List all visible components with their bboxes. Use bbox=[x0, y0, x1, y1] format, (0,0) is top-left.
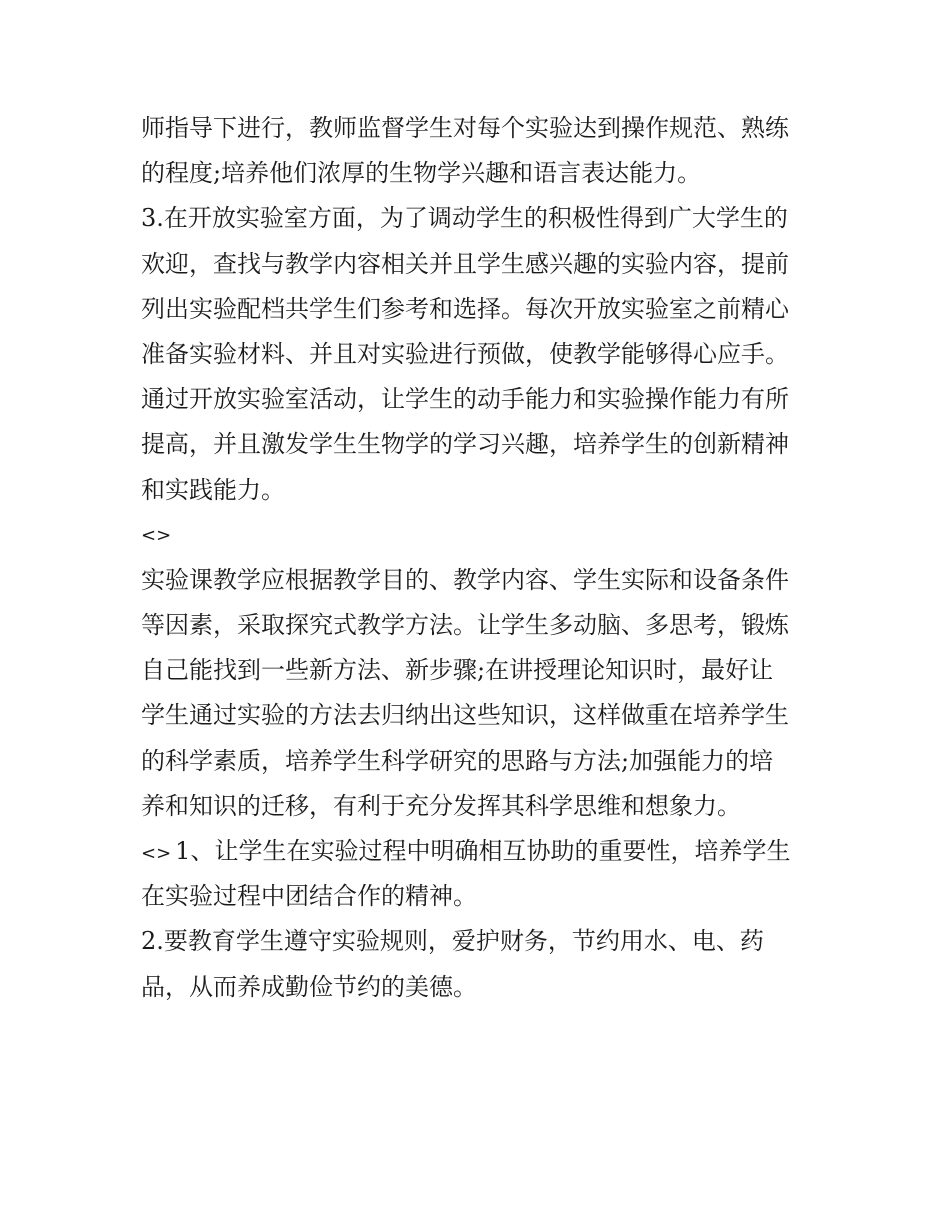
text-line: 通过开放实验室活动，让学生的动手能力和实验操作能力有所 bbox=[141, 385, 789, 414]
text-line: 的科学素质，培养学生科学研究的思路与方法;加强能力的培 bbox=[141, 746, 774, 775]
text-line: 3.在开放实验室方面，为了调动学生的积极性得到广大学生的 bbox=[141, 204, 788, 233]
text-line: 准备实验材料、并且对实验进行预做，使教学能够得心应手。 bbox=[141, 339, 789, 368]
text-line: 和实践能力。 bbox=[141, 475, 285, 504]
text-line: 欢迎，查找与教学内容相关并且学生感兴趣的实验内容，提前 bbox=[141, 249, 789, 278]
text-line: 等因素，采取探究式教学方法。让学生多动脑、多思考，锻炼 bbox=[141, 611, 789, 640]
text-line: 实验课教学应根据教学目的、教学内容、学生实际和设备条件 bbox=[141, 565, 789, 594]
text-line: 养和知识的迁移，有利于充分发挥其科学思维和想象力。 bbox=[141, 791, 741, 820]
text-line: 2.要教育学生遵守实验规则，爱护财务，节约用水、电、药 bbox=[141, 927, 764, 956]
section-marker: <> bbox=[141, 843, 172, 864]
text-line: 师指导下进行，教师监督学生对每个实验达到操作规范、熟练 bbox=[141, 114, 789, 142]
text-line: 在实验过程中团结合作的精神。 bbox=[141, 882, 477, 911]
text-line: 品，从而养成勤俭节约的美德。 bbox=[141, 972, 477, 1001]
text-line: 列出实验配档共学生们参考和选择。每次开放实验室之前精心 bbox=[141, 294, 789, 323]
text-line-with-marker bbox=[141, 829, 821, 874]
text-line-content: 1、让学生在实验过程中明确相互协助的重要性，培养学生 bbox=[175, 837, 791, 865]
document-body bbox=[141, 106, 821, 1010]
section-marker: <> bbox=[141, 524, 172, 546]
text-line: 自己能找到一些新方法、新步骤;在讲授理论知识时，最好让 bbox=[141, 656, 774, 685]
text-line: 学生通过实验的方法去归纳出这些知识，这样做重在培养学生 bbox=[141, 701, 789, 730]
text-line: 的程度;培养他们浓厚的生物学兴趣和语言表达能力。 bbox=[141, 159, 702, 188]
text-line: 提高，并且激发学生生物学的学习兴趣，培养学生的创新精神 bbox=[141, 430, 789, 459]
